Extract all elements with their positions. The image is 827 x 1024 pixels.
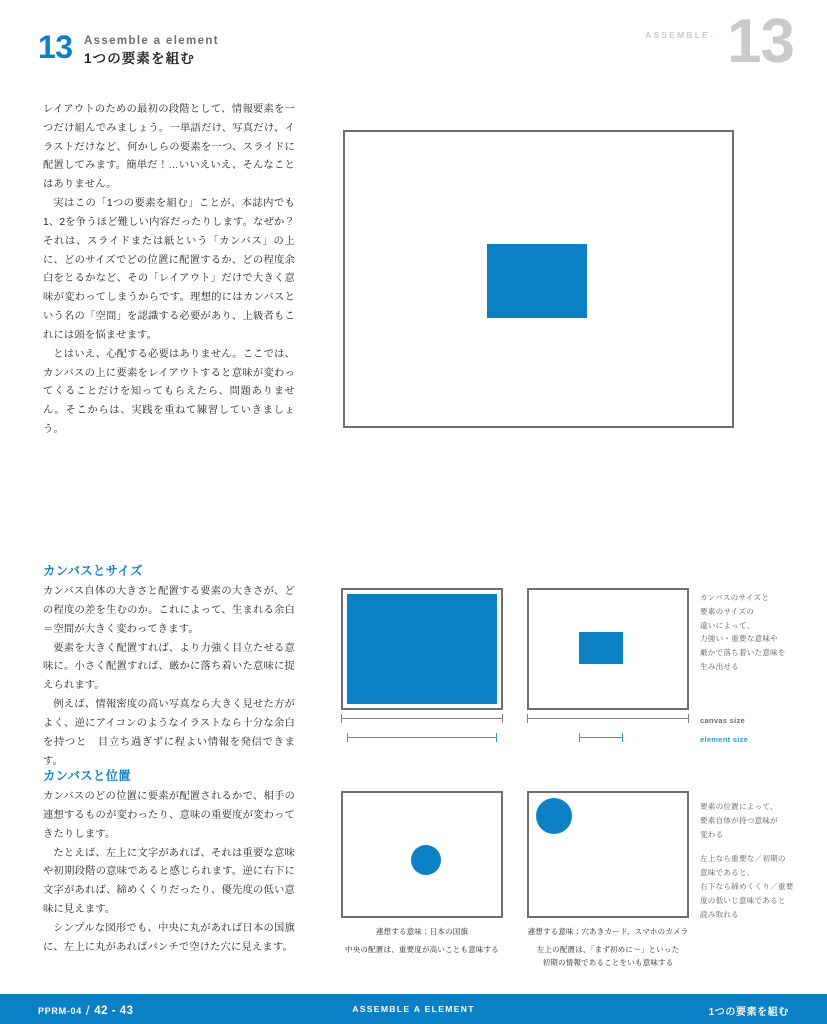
chapter-number: 13 (38, 29, 73, 65)
annotation-line: カンバスのサイズと (700, 593, 770, 602)
annotation-line: 違いによって、 (700, 620, 755, 630)
footer-book-code: PPRM-04 (38, 1006, 82, 1016)
annotation-line: 要素自体が持つ意味が (700, 815, 778, 825)
caption-line: 連想する意味：日本の国旗 (375, 927, 469, 936)
measure-line (347, 737, 497, 738)
annotation-line: 要素のサイズの (700, 606, 754, 616)
annotation-line: 力強い・重要な意味や (700, 634, 778, 644)
caption-line: 初期の情報であることをいも意味する (542, 958, 674, 968)
size-paragraph-2: 要素を大きく配置すれば、より力強く目立たせる意味に。小さく配置すれば、厳かに落ち着いた意味に捉えられます。 (43, 642, 295, 692)
position-figure-center-circle (411, 845, 441, 875)
annotation-line: 右下なら締めくくり／重要 (700, 882, 794, 892)
footer-chapter-japanese: 1つの要素を組む (708, 1007, 789, 1018)
measure-line (341, 718, 503, 719)
position-paragraph-2: たとえば、左上に文字があれば、それは重要な意味や初期段階の意味であると感じられます。逆に右下に文字があれば、締めくくりだったり、優先度の低い意味に見えます。 (43, 847, 295, 916)
page-title-english: Assemble a element (84, 35, 219, 47)
page-title (84, 34, 219, 68)
measure-bar-element-size-left (347, 733, 497, 742)
annotation-line: 変わる (700, 829, 724, 839)
annotation-line: 読み取れる (700, 909, 739, 919)
position-figure-topleft-circle (536, 798, 572, 834)
measure-line (579, 737, 623, 738)
annotation-line: 要素の位置によって、 (700, 802, 778, 811)
size-paragraph-3: 例えば、情報密度の高い写真なら大きく見せた方がよく、逆にアイコンのようなイラストなら十分な余白を持つと 目立ち過ぎずに程よい情報を発信できます。 (43, 699, 295, 767)
measure-cap-right (688, 714, 689, 723)
measure-bar-canvas-size-left (341, 714, 503, 723)
section-heading-size: カンバスとサイズ (43, 564, 143, 578)
intro-paragraph-2: 実はこの「1つの要素を組む」ことが、本誌内でも1、2を争うほど難しい内容だったりします。なぜか？それは、スライドまたは紙という「カンバス」の上に、どのサイズでどの位置に配置するか、どの程度余白をとるかなど、その「レイアウト」だけで大きく意味が変わってしまうからです。理想的にはカンバスという名の「空間」を認識する必要があり、上級者もこれには頭を悩ませます。 (43, 198, 295, 341)
main-canvas-element-rect (487, 244, 587, 318)
annotation-position-explanation (700, 800, 820, 922)
intro-paragraph-1: レイアウトのための最初の段階として、情報要素を一つだけ組んでみましょう。一単語だけ、写真だけ、イラストだけなど、何かしらの要素を一つ、スライドに配置してみます。簡単だ！…いいえいえ、そんなことはありません。 (43, 104, 295, 191)
section-canvas-and-size (43, 563, 295, 771)
footer-chapter-english: ASSEMBLE A ELEMENT (352, 1004, 475, 1014)
measure-bar-canvas-size-right (527, 714, 689, 723)
caption-topleft-figure (527, 925, 689, 969)
measure-cap-right (496, 733, 497, 742)
footer-page-numbers: 42 - 43 (94, 1005, 134, 1017)
caption-line: 中央の配置は、重要度が高いことも意味する (345, 945, 499, 955)
section-canvas-and-position (43, 768, 295, 958)
annotation-line: 度の低いじ意味であると (700, 895, 786, 905)
measure-cap-right (502, 714, 503, 723)
measure-line (527, 718, 689, 719)
size-figure-small-element-rect (579, 632, 623, 664)
legend-canvas-size: canvas size (700, 716, 745, 725)
page-header (0, 0, 827, 96)
measure-cap-right (622, 733, 623, 742)
annotation-line: 厳かで落ち着いた意味を (700, 648, 786, 658)
annotation-line: 意味であると、 (700, 868, 755, 878)
corner-chapter-label: ASSEMBLE- (645, 30, 715, 40)
caption-line: 左上の配置は、「まず初めに〜」といった (536, 945, 680, 955)
annotation-spacer (700, 841, 820, 852)
position-paragraph-1: カンバスのどの位置に要素が配置されるかで、相手の連想するものが変わったり、意味の重要度が変わってきたりします。 (43, 791, 295, 840)
annotation-size-explanation (700, 591, 820, 674)
size-paragraph-1: カンバス自体の大きさと配置する要素の大きさが、どの程度の差を生むのか。これによって、生まれる余白＝空間が大きく変わってきます。 (43, 586, 295, 635)
legend-element-size: element size (700, 735, 749, 744)
intro-paragraph-3: とはいえ、心配する必要はありません。ここでは、カンバスの上に要素をレイアウトすると意味が変わってくることだけを知ってもらえたら、問題ありません。そこからは、実践を重ねて練習していきましょう。 (43, 348, 295, 436)
caption-line: 連想する意味：穴あきカード、スマホのカメラ (527, 927, 689, 936)
footer-separator: / (85, 1003, 91, 1018)
caption-center-figure (341, 925, 503, 956)
annotation-line: 生み出せる (700, 662, 739, 672)
page-title-japanese: 1つの要素を組む (84, 51, 195, 67)
size-figure-large-element-rect (347, 594, 497, 704)
intro-text-column (43, 101, 295, 440)
measure-bar-element-size-right (579, 733, 623, 742)
annotation-line: 左上なら重要な／初期の (700, 854, 786, 864)
section-heading-position: カンバスと位置 (43, 769, 131, 783)
page-footer (0, 994, 827, 1024)
corner-chapter-number: 13 (727, 7, 794, 76)
position-paragraph-3: シンプルな図形でも、中央に丸があれば日本の国旗に、左上に丸があればパンチで空けた穴に見えます。 (43, 922, 295, 953)
